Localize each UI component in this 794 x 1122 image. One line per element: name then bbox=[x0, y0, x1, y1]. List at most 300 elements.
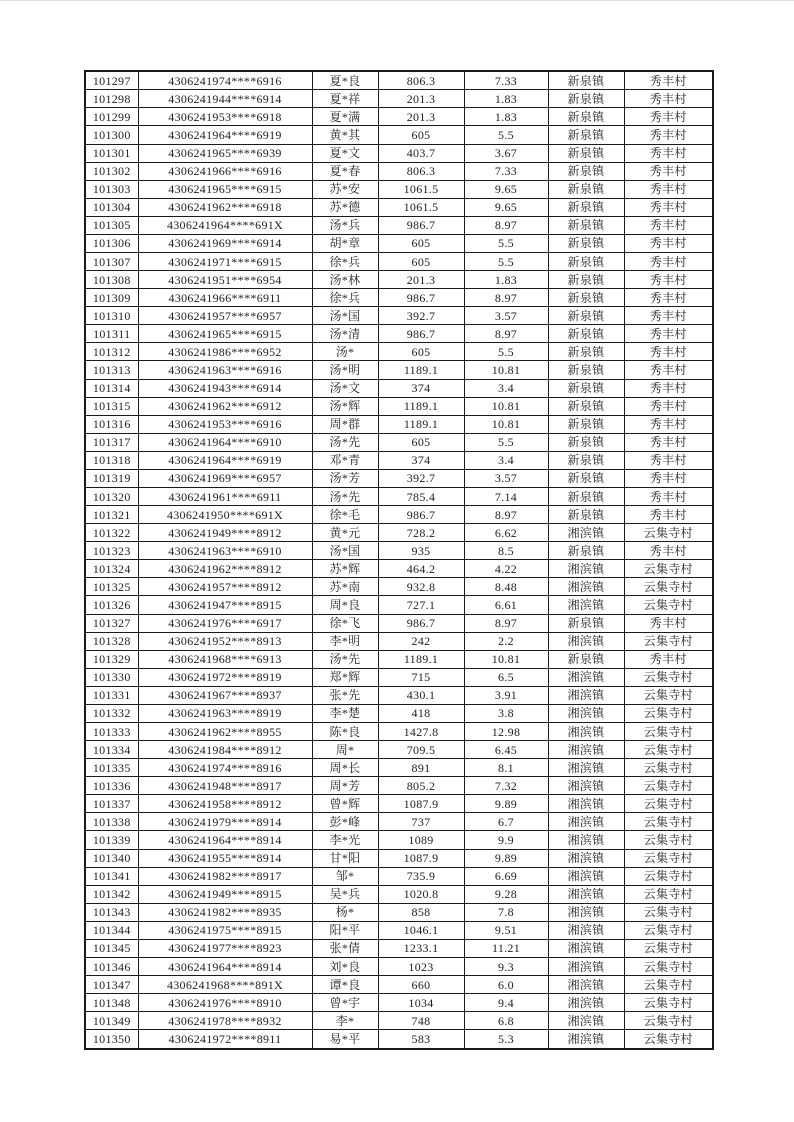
cell-id-number: 4306241974****6916 bbox=[138, 71, 312, 90]
cell-id-number: 4306241977****8923 bbox=[138, 939, 312, 957]
cell-amount: 806.3 bbox=[378, 162, 464, 180]
cell-town: 新泉镇 bbox=[548, 325, 624, 343]
cell-name: 曾*宇 bbox=[312, 994, 378, 1012]
cell-amount: 605 bbox=[378, 343, 464, 361]
cell-village: 云集寺村 bbox=[624, 668, 713, 686]
cell-village: 秀丰村 bbox=[624, 325, 713, 343]
cell-id-number: 4306241951****6954 bbox=[138, 271, 312, 289]
cell-village: 云集寺村 bbox=[624, 831, 713, 849]
cell-town: 湘滨镇 bbox=[548, 524, 624, 542]
cell-rate: 3.4 bbox=[464, 379, 548, 397]
cell-id-number: 4306241974****8916 bbox=[138, 759, 312, 777]
cell-serial-number: 101322 bbox=[85, 524, 138, 542]
cell-name: 苏*辉 bbox=[312, 560, 378, 578]
cell-serial-number: 101334 bbox=[85, 741, 138, 759]
cell-name: 汤*先 bbox=[312, 650, 378, 668]
cell-amount: 583 bbox=[378, 1030, 464, 1049]
cell-id-number: 4306241962****6918 bbox=[138, 198, 312, 216]
cell-serial-number: 101300 bbox=[85, 126, 138, 144]
cell-name: 周*芳 bbox=[312, 777, 378, 795]
cell-rate: 3.91 bbox=[464, 686, 548, 704]
cell-town: 新泉镇 bbox=[548, 361, 624, 379]
cell-town: 湘滨镇 bbox=[548, 813, 624, 831]
table-row bbox=[85, 234, 713, 252]
cell-name: 周*良 bbox=[312, 596, 378, 614]
cell-town: 新泉镇 bbox=[548, 469, 624, 487]
cell-serial-number: 101332 bbox=[85, 704, 138, 722]
table-row bbox=[85, 686, 713, 704]
table-row bbox=[85, 90, 713, 108]
table-row bbox=[85, 921, 713, 939]
cell-rate: 9.65 bbox=[464, 180, 548, 198]
cell-amount: 1233.1 bbox=[378, 939, 464, 957]
cell-name: 夏*春 bbox=[312, 162, 378, 180]
table-row bbox=[85, 108, 713, 126]
table-row bbox=[85, 487, 713, 505]
cell-serial-number: 101299 bbox=[85, 108, 138, 126]
cell-village: 云集寺村 bbox=[624, 939, 713, 957]
cell-serial-number: 101312 bbox=[85, 343, 138, 361]
cell-village: 云集寺村 bbox=[624, 921, 713, 939]
cell-town: 湘滨镇 bbox=[548, 831, 624, 849]
cell-id-number: 4306241962****8912 bbox=[138, 560, 312, 578]
table-row bbox=[85, 271, 713, 289]
cell-rate: 6.8 bbox=[464, 1012, 548, 1030]
table-row bbox=[85, 632, 713, 650]
cell-town: 新泉镇 bbox=[548, 379, 624, 397]
cell-id-number: 4306241986****6952 bbox=[138, 343, 312, 361]
table-row bbox=[85, 976, 713, 994]
table-row bbox=[85, 162, 713, 180]
cell-village: 秀丰村 bbox=[624, 506, 713, 524]
cell-serial-number: 101337 bbox=[85, 795, 138, 813]
cell-rate: 1.83 bbox=[464, 108, 548, 126]
cell-serial-number: 101336 bbox=[85, 777, 138, 795]
cell-amount: 735.9 bbox=[378, 867, 464, 885]
cell-serial-number: 101306 bbox=[85, 234, 138, 252]
cell-amount: 891 bbox=[378, 759, 464, 777]
table-row bbox=[85, 1030, 713, 1049]
cell-name: 汤*芳 bbox=[312, 469, 378, 487]
cell-town: 新泉镇 bbox=[548, 271, 624, 289]
table-row bbox=[85, 71, 713, 90]
cell-town: 新泉镇 bbox=[548, 126, 624, 144]
cell-village: 云集寺村 bbox=[624, 849, 713, 867]
cell-town: 新泉镇 bbox=[548, 162, 624, 180]
cell-serial-number: 101297 bbox=[85, 71, 138, 90]
table-row bbox=[85, 795, 713, 813]
cell-name: 汤* bbox=[312, 343, 378, 361]
cell-name: 周* bbox=[312, 741, 378, 759]
cell-village: 云集寺村 bbox=[624, 686, 713, 704]
cell-name: 杨* bbox=[312, 903, 378, 921]
cell-name: 徐*飞 bbox=[312, 614, 378, 632]
cell-name: 周*群 bbox=[312, 415, 378, 433]
cell-serial-number: 101303 bbox=[85, 180, 138, 198]
cell-name: 苏*南 bbox=[312, 578, 378, 596]
cell-id-number: 4306241964****6910 bbox=[138, 433, 312, 451]
table-row bbox=[85, 343, 713, 361]
cell-village: 秀丰村 bbox=[624, 198, 713, 216]
page-top-edge-line bbox=[0, 0, 794, 1]
cell-village: 云集寺村 bbox=[624, 596, 713, 614]
table-row bbox=[85, 759, 713, 777]
cell-id-number: 4306241952****8913 bbox=[138, 632, 312, 650]
cell-amount: 986.7 bbox=[378, 325, 464, 343]
cell-village: 云集寺村 bbox=[624, 813, 713, 831]
cell-amount: 727.1 bbox=[378, 596, 464, 614]
cell-amount: 986.7 bbox=[378, 289, 464, 307]
cell-id-number: 4306241984****8912 bbox=[138, 741, 312, 759]
cell-village: 云集寺村 bbox=[624, 1030, 713, 1049]
table-row bbox=[85, 578, 713, 596]
cell-village: 云集寺村 bbox=[624, 704, 713, 722]
cell-id-number: 4306241982****8917 bbox=[138, 867, 312, 885]
cell-name: 胡*章 bbox=[312, 234, 378, 252]
cell-name: 李*明 bbox=[312, 632, 378, 650]
cell-amount: 715 bbox=[378, 668, 464, 686]
cell-village: 秀丰村 bbox=[624, 289, 713, 307]
cell-name: 夏*满 bbox=[312, 108, 378, 126]
cell-name: 张*先 bbox=[312, 686, 378, 704]
cell-village: 云集寺村 bbox=[624, 723, 713, 741]
cell-id-number: 4306241964****6919 bbox=[138, 126, 312, 144]
cell-town: 湘滨镇 bbox=[548, 849, 624, 867]
cell-name: 阳*平 bbox=[312, 921, 378, 939]
cell-id-number: 4306241965****6939 bbox=[138, 144, 312, 162]
cell-village: 秀丰村 bbox=[624, 252, 713, 270]
cell-serial-number: 101308 bbox=[85, 271, 138, 289]
table-row bbox=[85, 994, 713, 1012]
cell-rate: 10.81 bbox=[464, 361, 548, 379]
cell-amount: 605 bbox=[378, 252, 464, 270]
cell-village: 云集寺村 bbox=[624, 578, 713, 596]
cell-town: 湘滨镇 bbox=[548, 885, 624, 903]
cell-amount: 418 bbox=[378, 704, 464, 722]
cell-serial-number: 101323 bbox=[85, 542, 138, 560]
table-row bbox=[85, 813, 713, 831]
cell-town: 湘滨镇 bbox=[548, 994, 624, 1012]
cell-rate: 7.14 bbox=[464, 487, 548, 505]
cell-name: 甘*阳 bbox=[312, 849, 378, 867]
cell-rate: 8.1 bbox=[464, 759, 548, 777]
cell-amount: 709.5 bbox=[378, 741, 464, 759]
cell-town: 新泉镇 bbox=[548, 198, 624, 216]
table-row bbox=[85, 614, 713, 632]
cell-id-number: 4306241966****6911 bbox=[138, 289, 312, 307]
table-row bbox=[85, 451, 713, 469]
cell-name: 徐*毛 bbox=[312, 506, 378, 524]
cell-amount: 201.3 bbox=[378, 90, 464, 108]
cell-id-number: 4306241968****891X bbox=[138, 976, 312, 994]
cell-id-number: 4306241976****6917 bbox=[138, 614, 312, 632]
table-row bbox=[85, 939, 713, 957]
cell-village: 秀丰村 bbox=[624, 343, 713, 361]
cell-id-number: 4306241957****6957 bbox=[138, 307, 312, 325]
cell-village: 云集寺村 bbox=[624, 777, 713, 795]
cell-id-number: 4306241982****8935 bbox=[138, 903, 312, 921]
cell-rate: 6.69 bbox=[464, 867, 548, 885]
table-row bbox=[85, 777, 713, 795]
cell-id-number: 4306241943****6914 bbox=[138, 379, 312, 397]
cell-town: 新泉镇 bbox=[548, 451, 624, 469]
cell-amount: 858 bbox=[378, 903, 464, 921]
cell-village: 秀丰村 bbox=[624, 542, 713, 560]
cell-town: 新泉镇 bbox=[548, 144, 624, 162]
cell-rate: 5.3 bbox=[464, 1030, 548, 1049]
cell-amount: 392.7 bbox=[378, 307, 464, 325]
cell-id-number: 4306241972****8911 bbox=[138, 1030, 312, 1049]
cell-rate: 1.83 bbox=[464, 90, 548, 108]
cell-rate: 9.9 bbox=[464, 831, 548, 849]
cell-amount: 1089 bbox=[378, 831, 464, 849]
cell-id-number: 4306241969****6914 bbox=[138, 234, 312, 252]
table-row bbox=[85, 307, 713, 325]
cell-name: 汤*明 bbox=[312, 361, 378, 379]
cell-id-number: 4306241963****8919 bbox=[138, 704, 312, 722]
cell-name: 汤*兵 bbox=[312, 216, 378, 234]
cell-rate: 9.4 bbox=[464, 994, 548, 1012]
table-row bbox=[85, 524, 713, 542]
cell-name: 周*长 bbox=[312, 759, 378, 777]
cell-rate: 7.32 bbox=[464, 777, 548, 795]
cell-serial-number: 101331 bbox=[85, 686, 138, 704]
cell-amount: 935 bbox=[378, 542, 464, 560]
cell-name: 易*平 bbox=[312, 1030, 378, 1049]
cell-town: 新泉镇 bbox=[548, 415, 624, 433]
cell-town: 新泉镇 bbox=[548, 252, 624, 270]
cell-rate: 3.67 bbox=[464, 144, 548, 162]
cell-amount: 201.3 bbox=[378, 108, 464, 126]
cell-name: 张*倩 bbox=[312, 939, 378, 957]
cell-amount: 660 bbox=[378, 976, 464, 994]
cell-name: 李*楚 bbox=[312, 704, 378, 722]
cell-village: 秀丰村 bbox=[624, 162, 713, 180]
cell-village: 秀丰村 bbox=[624, 234, 713, 252]
cell-amount: 932.8 bbox=[378, 578, 464, 596]
cell-id-number: 4306241968****6913 bbox=[138, 650, 312, 668]
cell-rate: 8.97 bbox=[464, 325, 548, 343]
cell-town: 新泉镇 bbox=[548, 108, 624, 126]
cell-town: 新泉镇 bbox=[548, 343, 624, 361]
cell-name: 夏*文 bbox=[312, 144, 378, 162]
cell-rate: 3.57 bbox=[464, 469, 548, 487]
cell-village: 云集寺村 bbox=[624, 632, 713, 650]
cell-name: 黄*元 bbox=[312, 524, 378, 542]
cell-name: 汤*清 bbox=[312, 325, 378, 343]
cell-name: 汤*国 bbox=[312, 307, 378, 325]
cell-serial-number: 101335 bbox=[85, 759, 138, 777]
cell-rate: 5.5 bbox=[464, 433, 548, 451]
cell-id-number: 4306241947****8915 bbox=[138, 596, 312, 614]
cell-village: 秀丰村 bbox=[624, 415, 713, 433]
cell-rate: 11.21 bbox=[464, 939, 548, 957]
cell-rate: 5.5 bbox=[464, 252, 548, 270]
cell-rate: 7.8 bbox=[464, 903, 548, 921]
cell-serial-number: 101339 bbox=[85, 831, 138, 849]
cell-rate: 6.61 bbox=[464, 596, 548, 614]
cell-id-number: 4306241966****6916 bbox=[138, 162, 312, 180]
cell-amount: 1046.1 bbox=[378, 921, 464, 939]
cell-town: 湘滨镇 bbox=[548, 958, 624, 976]
cell-town: 湘滨镇 bbox=[548, 903, 624, 921]
cell-amount: 805.2 bbox=[378, 777, 464, 795]
cell-amount: 728.2 bbox=[378, 524, 464, 542]
cell-serial-number: 101344 bbox=[85, 921, 138, 939]
cell-amount: 1189.1 bbox=[378, 650, 464, 668]
cell-serial-number: 101307 bbox=[85, 252, 138, 270]
cell-id-number: 4306241975****8915 bbox=[138, 921, 312, 939]
cell-serial-number: 101338 bbox=[85, 813, 138, 831]
cell-serial-number: 101313 bbox=[85, 361, 138, 379]
cell-id-number: 4306241972****8919 bbox=[138, 668, 312, 686]
cell-serial-number: 101311 bbox=[85, 325, 138, 343]
cell-amount: 1061.5 bbox=[378, 198, 464, 216]
table-row bbox=[85, 397, 713, 415]
cell-serial-number: 101345 bbox=[85, 939, 138, 957]
cell-amount: 785.4 bbox=[378, 487, 464, 505]
cell-village: 秀丰村 bbox=[624, 614, 713, 632]
cell-id-number: 4306241971****6915 bbox=[138, 252, 312, 270]
table-row bbox=[85, 325, 713, 343]
cell-village: 秀丰村 bbox=[624, 71, 713, 90]
cell-rate: 5.5 bbox=[464, 234, 548, 252]
table-row bbox=[85, 723, 713, 741]
table-row bbox=[85, 542, 713, 560]
cell-id-number: 4306241950****691X bbox=[138, 506, 312, 524]
cell-name: 汤*辉 bbox=[312, 397, 378, 415]
cell-village: 云集寺村 bbox=[624, 1012, 713, 1030]
cell-id-number: 4306241953****6916 bbox=[138, 415, 312, 433]
cell-town: 新泉镇 bbox=[548, 216, 624, 234]
cell-id-number: 4306241949****8915 bbox=[138, 885, 312, 903]
cell-serial-number: 101309 bbox=[85, 289, 138, 307]
cell-serial-number: 101301 bbox=[85, 144, 138, 162]
cell-serial-number: 101330 bbox=[85, 668, 138, 686]
cell-serial-number: 101316 bbox=[85, 415, 138, 433]
cell-serial-number: 101310 bbox=[85, 307, 138, 325]
table-row bbox=[85, 180, 713, 198]
cell-town: 湘滨镇 bbox=[548, 578, 624, 596]
cell-name: 李*光 bbox=[312, 831, 378, 849]
cell-rate: 6.0 bbox=[464, 976, 548, 994]
cell-serial-number: 101298 bbox=[85, 90, 138, 108]
cell-village: 云集寺村 bbox=[624, 867, 713, 885]
cell-rate: 8.97 bbox=[464, 506, 548, 524]
cell-name: 徐*兵 bbox=[312, 289, 378, 307]
cell-rate: 7.33 bbox=[464, 71, 548, 90]
cell-amount: 201.3 bbox=[378, 271, 464, 289]
cell-town: 湘滨镇 bbox=[548, 777, 624, 795]
cell-rate: 10.81 bbox=[464, 415, 548, 433]
cell-village: 秀丰村 bbox=[624, 650, 713, 668]
cell-village: 秀丰村 bbox=[624, 90, 713, 108]
cell-rate: 12.98 bbox=[464, 723, 548, 741]
cell-village: 秀丰村 bbox=[624, 433, 713, 451]
cell-village: 秀丰村 bbox=[624, 180, 713, 198]
cell-amount: 605 bbox=[378, 126, 464, 144]
table-row bbox=[85, 958, 713, 976]
cell-village: 秀丰村 bbox=[624, 144, 713, 162]
cell-amount: 1020.8 bbox=[378, 885, 464, 903]
cell-id-number: 4306241953****6918 bbox=[138, 108, 312, 126]
cell-name: 谭*良 bbox=[312, 976, 378, 994]
cell-rate: 6.5 bbox=[464, 668, 548, 686]
table-row bbox=[85, 560, 713, 578]
cell-serial-number: 101347 bbox=[85, 976, 138, 994]
cell-name: 李* bbox=[312, 1012, 378, 1030]
cell-id-number: 4306241955****8914 bbox=[138, 849, 312, 867]
cell-id-number: 4306241963****6916 bbox=[138, 361, 312, 379]
cell-serial-number: 101346 bbox=[85, 958, 138, 976]
cell-serial-number: 101343 bbox=[85, 903, 138, 921]
cell-amount: 986.7 bbox=[378, 614, 464, 632]
cell-name: 夏*良 bbox=[312, 71, 378, 90]
cell-name: 郑*辉 bbox=[312, 668, 378, 686]
cell-village: 秀丰村 bbox=[624, 361, 713, 379]
table-row bbox=[85, 650, 713, 668]
table-row bbox=[85, 903, 713, 921]
cell-village: 秀丰村 bbox=[624, 216, 713, 234]
cell-name: 陈*良 bbox=[312, 723, 378, 741]
cell-rate: 6.7 bbox=[464, 813, 548, 831]
table-row bbox=[85, 198, 713, 216]
cell-serial-number: 101350 bbox=[85, 1030, 138, 1049]
cell-village: 秀丰村 bbox=[624, 469, 713, 487]
cell-village: 秀丰村 bbox=[624, 126, 713, 144]
cell-amount: 806.3 bbox=[378, 71, 464, 90]
cell-serial-number: 101333 bbox=[85, 723, 138, 741]
table-row bbox=[85, 668, 713, 686]
cell-rate: 9.28 bbox=[464, 885, 548, 903]
table-row bbox=[85, 506, 713, 524]
cell-name: 汤*先 bbox=[312, 487, 378, 505]
cell-id-number: 4306241976****8910 bbox=[138, 994, 312, 1012]
cell-name: 彭*峰 bbox=[312, 813, 378, 831]
cell-id-number: 4306241964****6919 bbox=[138, 451, 312, 469]
cell-town: 新泉镇 bbox=[548, 650, 624, 668]
cell-id-number: 4306241963****6910 bbox=[138, 542, 312, 560]
cell-town: 新泉镇 bbox=[548, 289, 624, 307]
cell-name: 汤*国 bbox=[312, 542, 378, 560]
cell-id-number: 4306241964****8914 bbox=[138, 958, 312, 976]
cell-town: 新泉镇 bbox=[548, 180, 624, 198]
cell-amount: 374 bbox=[378, 379, 464, 397]
cell-amount: 403.7 bbox=[378, 144, 464, 162]
cell-name: 邹* bbox=[312, 867, 378, 885]
cell-amount: 464.2 bbox=[378, 560, 464, 578]
cell-id-number: 4306241944****6914 bbox=[138, 90, 312, 108]
cell-amount: 1189.1 bbox=[378, 361, 464, 379]
cell-rate: 5.5 bbox=[464, 126, 548, 144]
cell-id-number: 4306241967****8937 bbox=[138, 686, 312, 704]
table-row bbox=[85, 849, 713, 867]
cell-id-number: 4306241958****8912 bbox=[138, 795, 312, 813]
cell-village: 秀丰村 bbox=[624, 397, 713, 415]
cell-town: 新泉镇 bbox=[548, 71, 624, 90]
cell-town: 湘滨镇 bbox=[548, 1030, 624, 1049]
cell-id-number: 4306241978****8932 bbox=[138, 1012, 312, 1030]
cell-serial-number: 101327 bbox=[85, 614, 138, 632]
table-row bbox=[85, 867, 713, 885]
table-row bbox=[85, 289, 713, 307]
cell-name: 苏*德 bbox=[312, 198, 378, 216]
cell-town: 湘滨镇 bbox=[548, 632, 624, 650]
cell-rate: 3.57 bbox=[464, 307, 548, 325]
cell-amount: 1427.8 bbox=[378, 723, 464, 741]
cell-amount: 605 bbox=[378, 433, 464, 451]
cell-serial-number: 101324 bbox=[85, 560, 138, 578]
